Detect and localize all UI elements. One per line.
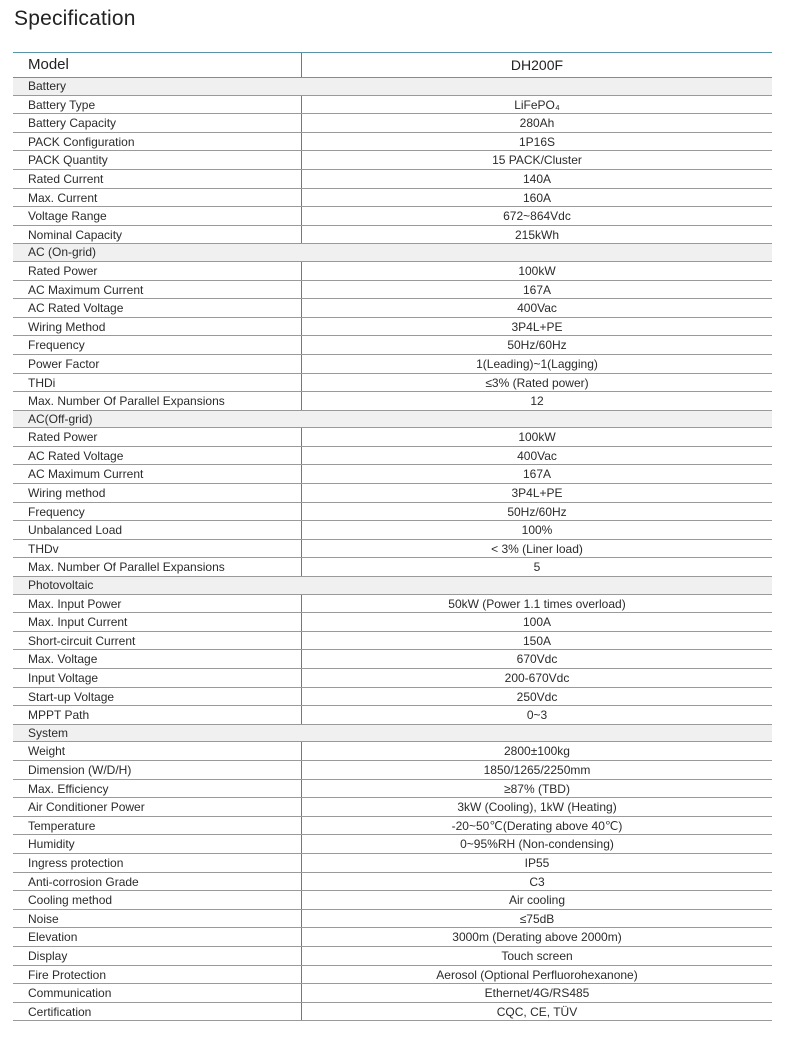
spec-value: 50Hz/60Hz — [507, 504, 567, 519]
spec-value: 100% — [521, 523, 553, 538]
spec-label: Display — [13, 947, 302, 965]
table-row — [13, 632, 772, 651]
spec-label: Start-up Voltage — [13, 688, 302, 706]
spec-value: 100kW — [518, 263, 556, 278]
table-row — [13, 984, 772, 1003]
spec-value: < 3% (Liner load) — [491, 541, 583, 556]
table-body — [13, 78, 772, 1021]
spec-value: ≥87% (TBD) — [504, 781, 570, 796]
spec-label: Humidity — [13, 835, 302, 853]
spec-label: Battery Type — [13, 96, 302, 114]
spec-label: Weight — [13, 742, 302, 760]
spec-label: Max. Current — [13, 189, 302, 207]
spec-label: Elevation — [13, 928, 302, 946]
spec-value: 200-670Vdc — [504, 671, 570, 685]
table-row — [13, 891, 772, 910]
spec-value: 5 — [533, 560, 541, 575]
spec-value: 672~864Vdc — [503, 209, 571, 224]
spec-label: Input Voltage — [13, 669, 302, 687]
spec-value: 0~95%RH (Non-condensing) — [460, 837, 614, 852]
spec-value: -20~50℃(Derating above 40℃) — [451, 818, 623, 833]
spec-label: Frequency — [13, 503, 302, 521]
spec-label: AC Maximum Current — [13, 465, 302, 483]
table-row — [13, 780, 772, 799]
spec-value: 1P16S — [518, 134, 556, 149]
table-row — [13, 928, 772, 947]
spec-value: 167A — [522, 467, 552, 482]
spec-label: Frequency — [13, 336, 302, 354]
table-row — [13, 318, 772, 337]
table-row — [13, 706, 772, 725]
spec-label: AC Rated Voltage — [13, 299, 302, 317]
spec-value: 0~3 — [526, 708, 548, 723]
table-row — [13, 521, 772, 540]
table-row — [13, 96, 772, 115]
spec-value: 400Vac — [517, 301, 557, 316]
table-row — [13, 374, 772, 393]
spec-value: Aerosol (Optional Perfluorohexanone) — [436, 967, 638, 982]
section-heading: AC(Off-grid) — [13, 411, 772, 429]
spec-value: ≤75dB — [519, 911, 555, 926]
table-row — [13, 281, 772, 300]
table-row — [13, 447, 772, 466]
spec-label: Max. Number Of Parallel Expansions — [13, 392, 302, 410]
spec-label: MPPT Path — [13, 706, 302, 724]
spec-label: PACK Configuration — [13, 133, 302, 151]
section-heading: AC (On-grid) — [13, 244, 772, 262]
spec-label: Unbalanced Load — [13, 521, 302, 539]
spec-label: THDi — [13, 374, 302, 392]
spec-value: 400Vac — [517, 448, 557, 463]
table-row — [13, 355, 772, 374]
section-heading: System — [13, 725, 772, 743]
spec-value: 1850/1265/2250mm — [483, 762, 591, 777]
spec-value: LiFePO₄ — [514, 97, 560, 112]
table-row — [13, 558, 772, 577]
table-row — [13, 299, 772, 318]
table-row — [13, 798, 772, 817]
spec-value: Touch screen — [501, 948, 573, 963]
table-row — [13, 947, 772, 966]
spec-value: 50kW (Power 1.1 times overload) — [448, 596, 626, 611]
table-row — [13, 428, 772, 447]
section-heading: Battery — [13, 78, 772, 96]
table-row — [13, 742, 772, 761]
table-header — [13, 52, 772, 78]
spec-label: Wiring Method — [13, 318, 302, 336]
header-model-value: DH200F — [510, 57, 564, 73]
spec-value: Ethernet/4G/RS485 — [484, 986, 590, 1001]
spec-label: Certification — [13, 1003, 302, 1021]
spec-label: Voltage Range — [13, 207, 302, 225]
spec-value: CQC, CE, TÜV — [496, 1004, 578, 1019]
spec-label: THDv — [13, 540, 302, 558]
spec-value: 100A — [522, 615, 552, 630]
table-row — [13, 966, 772, 985]
table-row — [13, 835, 772, 854]
spec-value: 250Vdc — [516, 689, 558, 704]
spec-value: 3P4L+PE — [511, 319, 563, 334]
spec-value: 50Hz/60Hz — [507, 338, 567, 353]
table-row — [13, 613, 772, 632]
table-row — [13, 817, 772, 836]
spec-value: C3 — [529, 874, 545, 889]
spec-label: Anti-corrosion Grade — [13, 873, 302, 891]
spec-label: Rated Current — [13, 170, 302, 188]
spec-label: Noise — [13, 910, 302, 928]
spec-value: 167A — [522, 282, 552, 297]
spec-label: Max. Input Current — [13, 613, 302, 631]
table-row — [13, 854, 772, 873]
spec-label: Rated Power — [13, 428, 302, 446]
table-row — [13, 873, 772, 892]
spec-value: 2800±100kg — [504, 744, 570, 759]
header-label: Model — [13, 53, 302, 77]
table-row — [13, 650, 772, 669]
table-row — [13, 1003, 772, 1022]
table-row — [13, 761, 772, 780]
table-row — [13, 207, 772, 226]
spec-label: AC Maximum Current — [13, 281, 302, 299]
page-title: Specification — [14, 7, 136, 30]
spec-value: 3kW (Cooling), 1kW (Heating) — [457, 800, 617, 815]
spec-label: Air Conditioner Power — [13, 798, 302, 816]
spec-label: Nominal Capacity — [13, 226, 302, 244]
spec-value: 100kW — [518, 430, 556, 445]
table-row — [13, 133, 772, 152]
table-row — [13, 392, 772, 411]
spec-label: Wiring method — [13, 484, 302, 502]
spec-value: 215kWh — [514, 227, 560, 242]
spec-label: Dimension (W/D/H) — [13, 761, 302, 779]
table-row — [13, 484, 772, 503]
spec-value: 140A — [522, 171, 552, 186]
table-row — [13, 189, 772, 208]
spec-label: Temperature — [13, 817, 302, 835]
spec-table — [13, 52, 772, 1021]
spec-label: Max. Input Power — [13, 595, 302, 613]
spec-label: Battery Capacity — [13, 114, 302, 132]
table-row — [13, 336, 772, 355]
spec-value: 670Vdc — [516, 652, 558, 667]
spec-value: 280Ah — [519, 116, 555, 131]
spec-value: 150A — [522, 633, 552, 648]
spec-value: IP55 — [524, 855, 550, 870]
spec-value: ≤3% (Rated power) — [485, 375, 589, 390]
spec-label: Communication — [13, 984, 302, 1002]
spec-value: 12 — [530, 394, 544, 409]
spec-value: 3000m (Derating above 2000m) — [452, 930, 622, 945]
section-heading: Photovoltaic — [13, 577, 772, 595]
spec-label: Fire Protection — [13, 966, 302, 984]
spec-value: 3P4L+PE — [511, 486, 563, 501]
table-row — [13, 669, 772, 688]
table-row — [13, 151, 772, 170]
spec-value: 15 PACK/Cluster — [492, 153, 582, 168]
table-row — [13, 688, 772, 707]
spec-label: Power Factor — [13, 355, 302, 373]
spec-value: 1(Leading)~1(Lagging) — [476, 356, 598, 371]
table-row — [13, 910, 772, 929]
table-row — [13, 262, 772, 281]
spec-label: Max. Number Of Parallel Expansions — [13, 558, 302, 576]
spec-label: Short-circuit Current — [13, 632, 302, 650]
spec-label: Max. Efficiency — [13, 780, 302, 798]
spec-label: Ingress protection — [13, 854, 302, 872]
table-row — [13, 170, 772, 189]
spec-label: Rated Power — [13, 262, 302, 280]
spec-value: Air cooling — [508, 893, 566, 908]
table-row — [13, 595, 772, 614]
table-row — [13, 503, 772, 522]
spec-label: Max. Voltage — [13, 650, 302, 668]
spec-label: Cooling method — [13, 891, 302, 909]
table-row — [13, 226, 772, 245]
table-row — [13, 540, 772, 559]
spec-value: 160A — [522, 190, 552, 205]
spec-label: AC Rated Voltage — [13, 447, 302, 465]
spec-label: PACK Quantity — [13, 151, 302, 169]
table-row — [13, 114, 772, 133]
table-row — [13, 465, 772, 484]
